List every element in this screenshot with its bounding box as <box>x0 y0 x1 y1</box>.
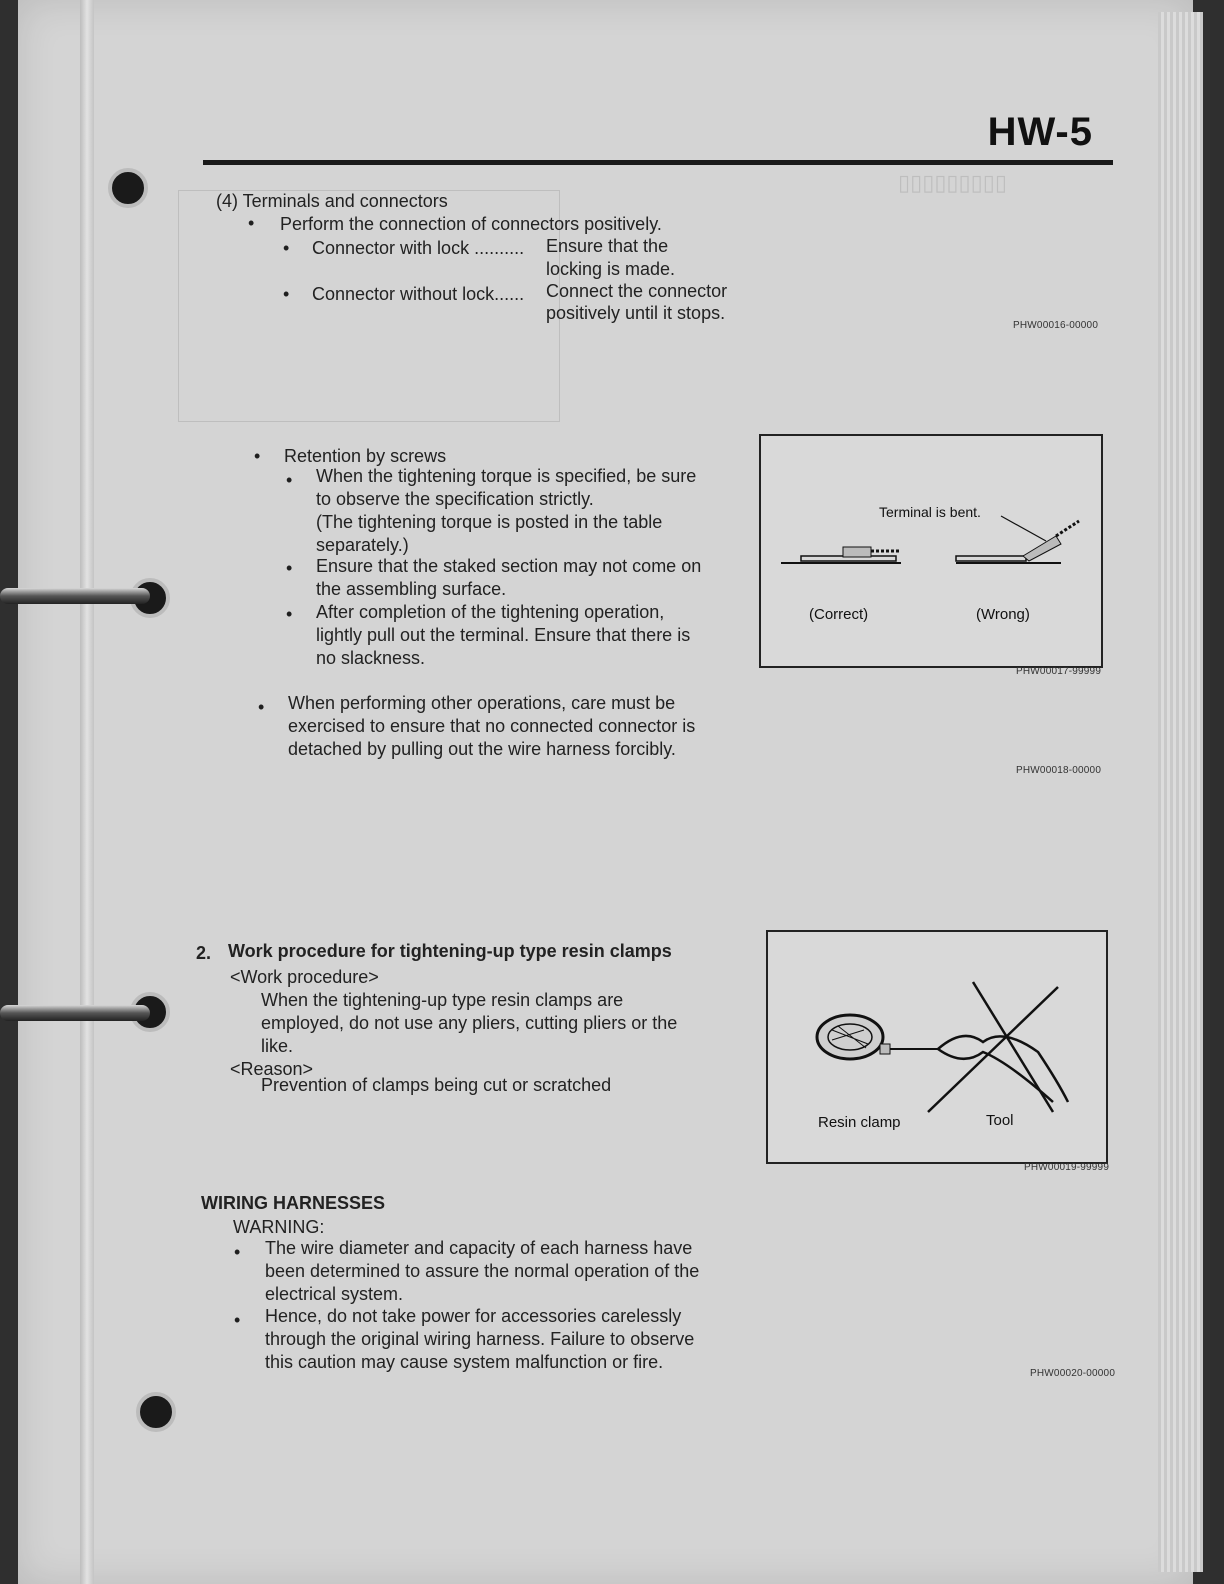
section-number: 2. <box>196 943 212 963</box>
text-line: been determined to assure the normal operation of the <box>265 1261 700 1281</box>
section-title-harness: WIRING HARNESSES <box>201 1193 386 1213</box>
figure-ref: PHW00019-99999 <box>1024 1162 1110 1173</box>
text-line: When performing other operations, care must be <box>288 693 676 713</box>
clamp-head <box>880 1044 890 1054</box>
bullet-icon: • <box>258 697 265 717</box>
punch-hole-icon <box>108 168 148 208</box>
text-line: this caution may cause system malfunction or fire. <box>265 1352 664 1372</box>
header-rule <box>203 160 1113 165</box>
text-line: electrical system. <box>265 1284 404 1304</box>
text-line: through the original wiring harness. Failure to observe <box>265 1329 695 1349</box>
figure-label-wrong: (Wrong) <box>976 606 1030 623</box>
text-line: Ensure that the staked section may not come on <box>316 556 702 576</box>
figure-label-correct: (Correct) <box>809 606 869 623</box>
section-title-clamps: Work procedure for tightening-up type resin clamps <box>228 941 672 961</box>
figure-label-resin-clamp: Resin clamp <box>818 1114 901 1131</box>
binder-ring-icon <box>0 588 150 604</box>
cross-mark <box>928 987 1058 1112</box>
text-line: Perform the connection of connectors positively. <box>280 214 662 234</box>
page-stack-edge <box>1158 12 1203 1572</box>
text-line: no slackness. <box>316 648 426 668</box>
terminal-stake-correct <box>843 547 871 557</box>
figure-ref: PHW00020-00000 <box>1030 1368 1116 1379</box>
terminal-bent-part <box>1023 536 1061 561</box>
text-line: After completion of the tightening operation, <box>316 602 665 622</box>
connector-with-lock: Connector with lock .......... <box>312 238 525 258</box>
figure-ref: PHW00016-00000 <box>1013 320 1099 331</box>
text-line: to observe the specification strictly. <box>316 489 594 509</box>
pliers-upper <box>938 1036 1068 1102</box>
text-line: <Work procedure> <box>230 967 379 987</box>
terminal-plate-wrong <box>956 556 1026 561</box>
terminal-diagram <box>761 436 1101 666</box>
bullet-icon: • <box>234 1242 241 1262</box>
text-line: locking is made. <box>546 259 676 279</box>
figure-ref: PHW00018-00000 <box>1016 765 1102 776</box>
bullet-icon: • <box>248 213 255 233</box>
bullet-icon: • <box>234 1310 241 1330</box>
bullet-icon: • <box>286 558 293 578</box>
punch-hole-icon <box>136 1392 176 1432</box>
text-line: (The tightening torque is posted in the table <box>316 512 663 532</box>
bullet-icon: • <box>286 470 293 490</box>
text-line: Hence, do not take power for accessories carelessly <box>265 1306 682 1326</box>
text-line: <Reason> <box>230 1059 314 1079</box>
binder-spine <box>80 0 94 1584</box>
bullet-icon: • <box>286 604 293 624</box>
text-line: like. <box>261 1036 294 1056</box>
wire-wrong <box>1056 521 1079 536</box>
bullet-icon: • <box>254 446 261 466</box>
connector-without-lock: Connector without lock...... <box>312 284 525 304</box>
page-code: HW-5 <box>987 110 1093 154</box>
text-line: positively until it stops. <box>546 303 726 323</box>
bullet-icon: • <box>283 238 290 258</box>
cross-mark <box>973 982 1053 1112</box>
text-line: Ensure that the <box>546 236 669 256</box>
text-line: When the tightening-up type resin clamps are <box>261 990 624 1010</box>
figure-resin-clamp <box>766 930 1108 1164</box>
bleed-through-text: ▯▯▯▯▯▯▯▯▯ <box>898 170 1007 195</box>
figure-ref: PHW00017-99999 <box>1016 666 1102 677</box>
leader-line <box>1001 516 1046 541</box>
warning-label: WARNING: <box>233 1217 325 1237</box>
pliers-lower <box>938 1049 1053 1102</box>
text-line: employed, do not use any pliers, cutting pliers or the <box>261 1013 678 1033</box>
manual-page <box>18 0 1193 1584</box>
text-line: the assembling surface. <box>316 579 507 599</box>
text-line: Connect the connector <box>546 281 728 301</box>
text-line: When the tightening torque is specified, be sure <box>316 466 697 486</box>
figure-label-tool: Tool <box>986 1112 1014 1129</box>
text-line: lightly pull out the terminal. Ensure that there is <box>316 625 691 645</box>
text-line: exercised to ensure that no connected connector is <box>288 716 696 736</box>
binder-ring-icon <box>0 1005 150 1021</box>
text-line: Prevention of clamps being cut or scratched <box>261 1075 612 1095</box>
bullet-icon: • <box>283 284 290 304</box>
figure-terminal-bent <box>759 434 1103 668</box>
section-title-terminals: (4) Terminals and connectors <box>216 191 448 211</box>
text-line: separately.) <box>316 535 409 555</box>
figure-label-bent: Terminal is bent. <box>879 504 981 520</box>
text-line: Retention by screws <box>284 446 447 466</box>
text-line: detached by pulling out the wire harness forcibly. <box>288 739 676 759</box>
text-line: The wire diameter and capacity of each harness have <box>265 1238 693 1258</box>
